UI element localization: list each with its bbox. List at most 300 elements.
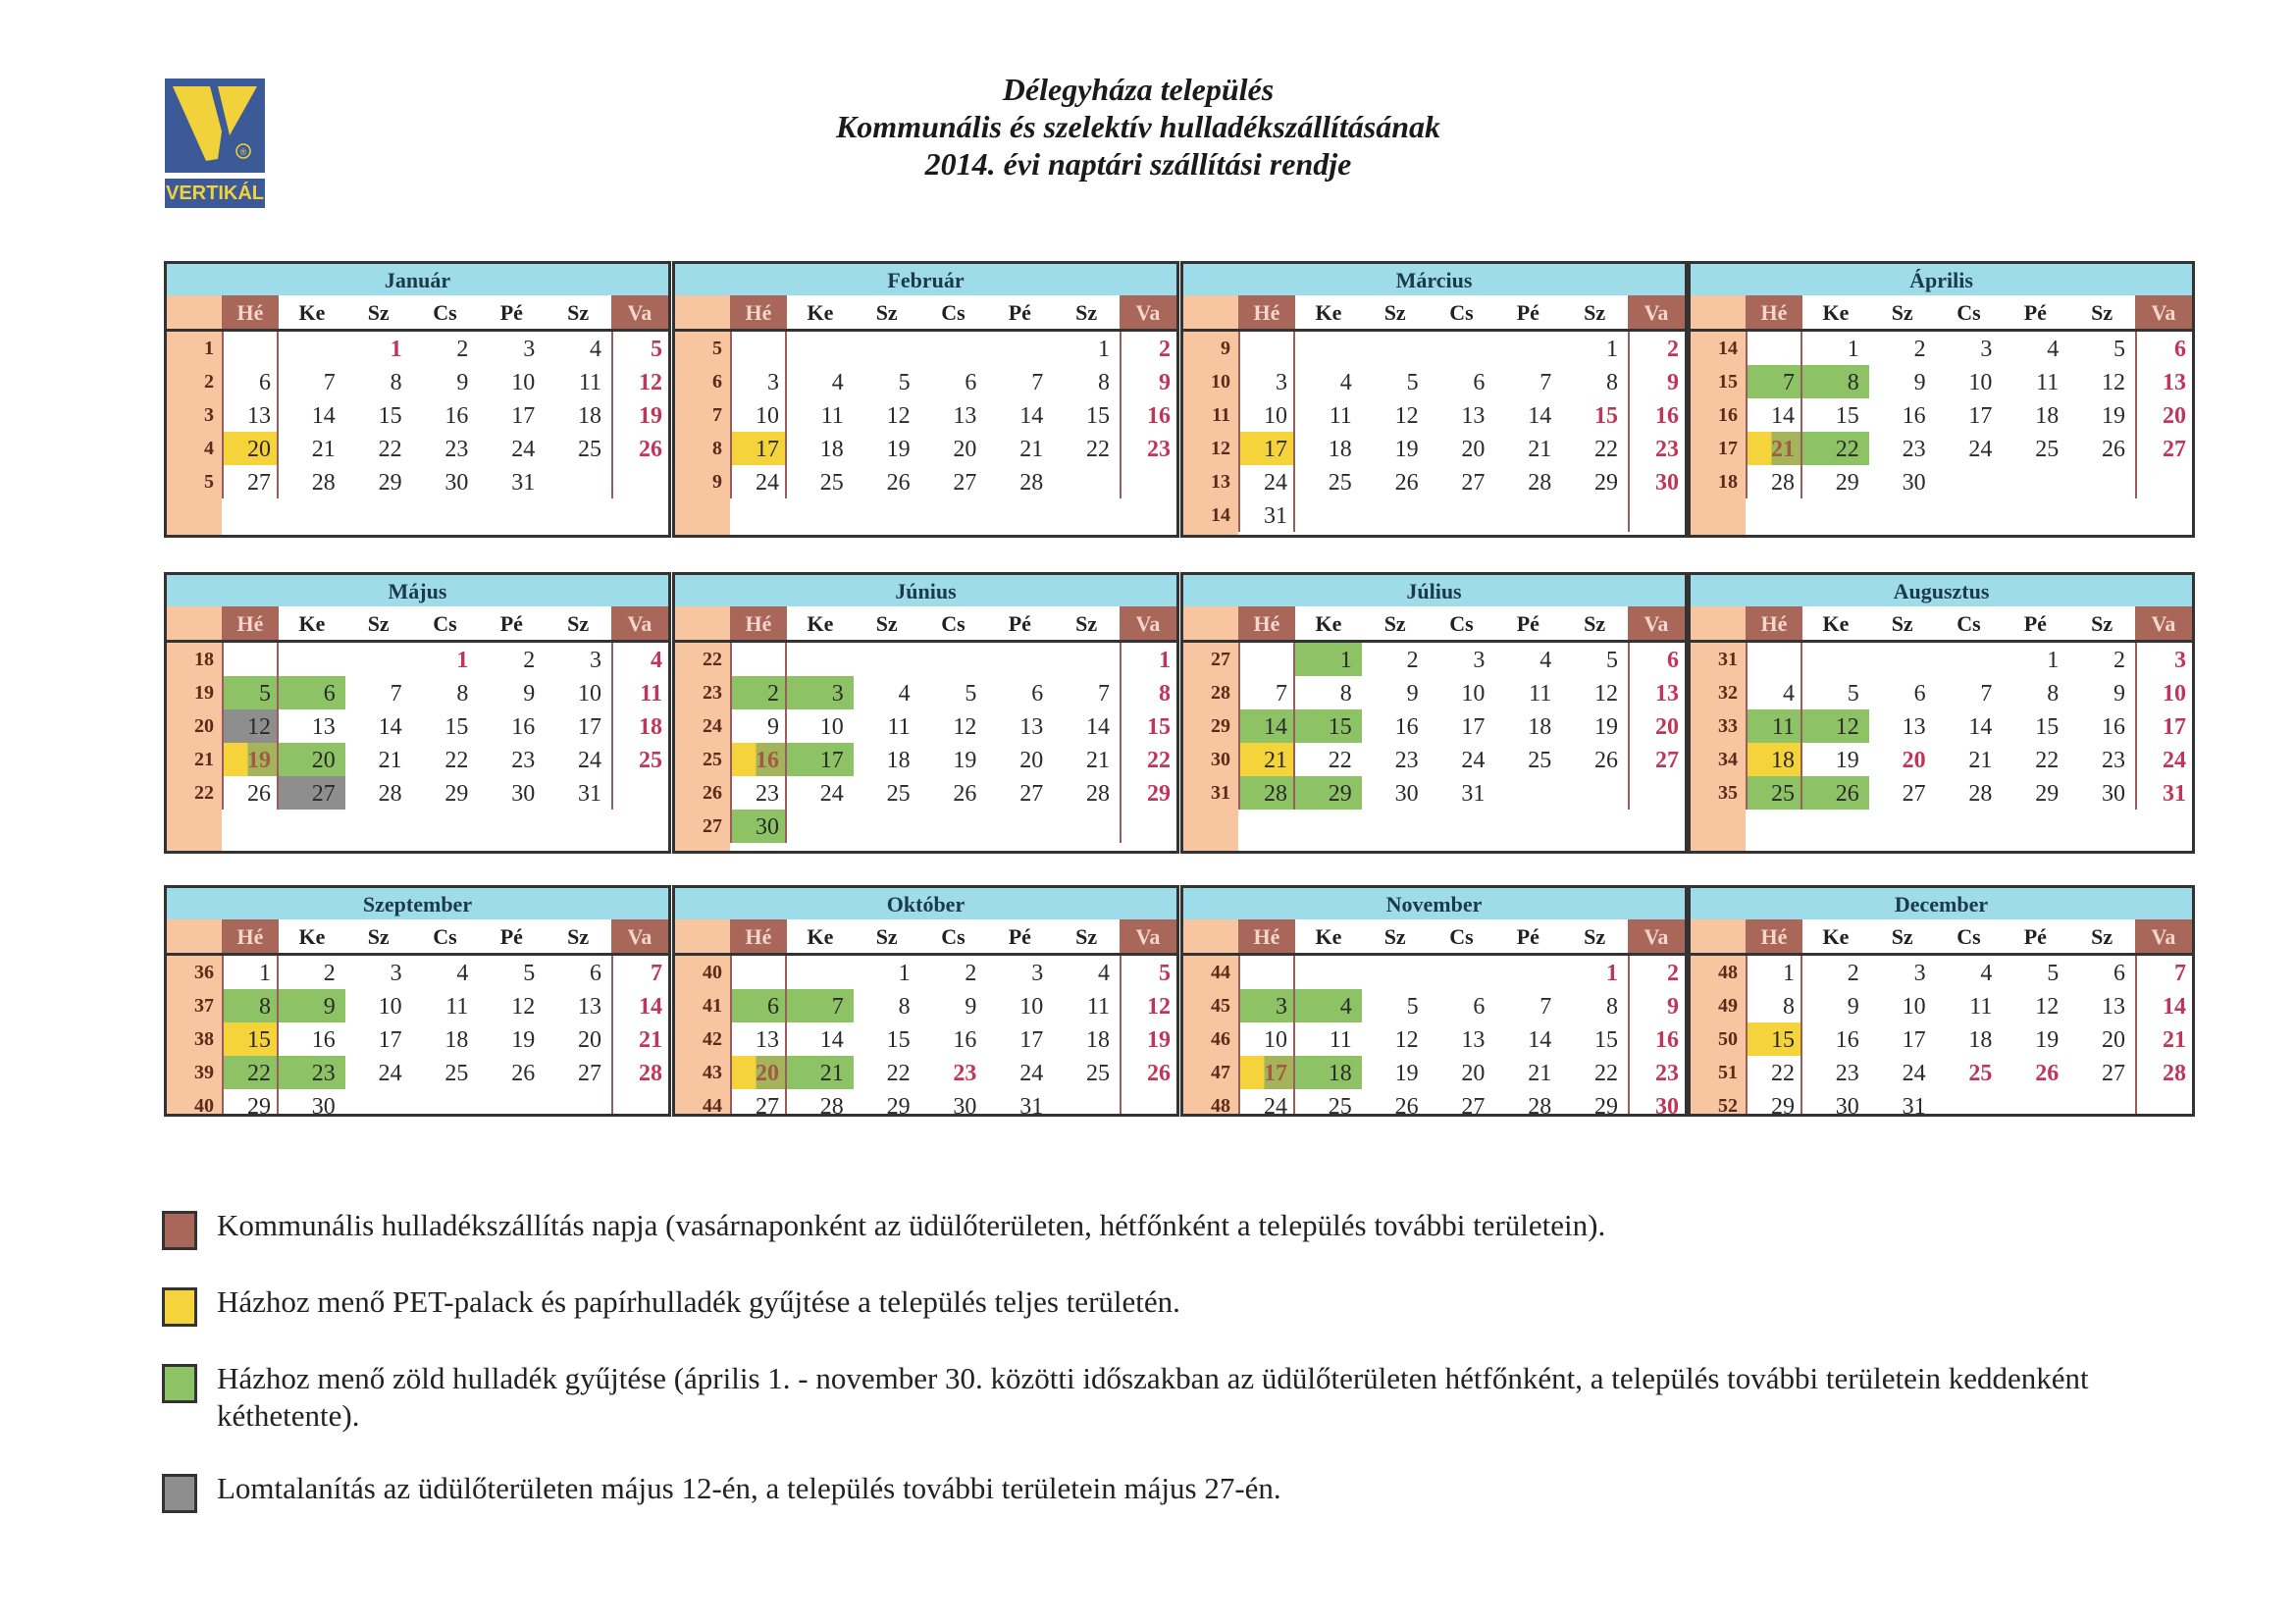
week-row bbox=[1183, 1056, 1685, 1089]
day-cell: 24 bbox=[577, 748, 601, 773]
day-cell: 12 bbox=[611, 365, 668, 398]
month-body bbox=[675, 643, 1176, 851]
day-cell: 21 bbox=[1019, 437, 1044, 462]
day-cell: 29 bbox=[886, 1094, 911, 1117]
week-number: 31 bbox=[1691, 643, 1746, 676]
week-number: 34 bbox=[1691, 743, 1746, 776]
day-cell: 24 bbox=[511, 437, 536, 462]
week-row bbox=[167, 989, 668, 1022]
day-cell: 18 bbox=[2035, 403, 2060, 429]
day-cell: 26 bbox=[2035, 1061, 2060, 1086]
day-cell: 21 bbox=[378, 748, 402, 773]
day-cell: 26 bbox=[222, 776, 279, 810]
weekday-label: Pé bbox=[1516, 924, 1539, 949]
day-cell: 20 bbox=[2101, 1027, 2125, 1053]
day-cell: 6 bbox=[222, 365, 279, 398]
empty-day-cell bbox=[986, 332, 1053, 365]
day-cell: 11 bbox=[1746, 709, 1802, 743]
week-row bbox=[1183, 432, 1685, 465]
day-cell: 7 bbox=[390, 681, 402, 707]
day-cell: 14 bbox=[1019, 403, 1044, 429]
weekday-label: Hé bbox=[1746, 295, 1802, 329]
day-cell: 9 bbox=[965, 994, 977, 1020]
month-panel bbox=[1688, 885, 2195, 1117]
day-cell: 26 bbox=[1120, 1056, 1176, 1089]
week-number: 48 bbox=[1691, 956, 1746, 989]
weekday-label: Pé bbox=[2023, 611, 2047, 636]
week-row bbox=[675, 810, 1176, 843]
week-number: 27 bbox=[675, 810, 730, 843]
day-cell: 29 bbox=[444, 781, 469, 807]
week-number: 43 bbox=[675, 1056, 730, 1089]
day-cell: 10 bbox=[1238, 398, 1295, 432]
day-cell: 5 bbox=[965, 681, 977, 707]
day-cell: 5 bbox=[2113, 337, 2125, 362]
month-panel bbox=[164, 572, 671, 854]
day-cell: 15 bbox=[1085, 403, 1110, 429]
empty-day-cell bbox=[1362, 498, 1429, 532]
week-number: 27 bbox=[1183, 643, 1238, 676]
empty-day-cell bbox=[345, 643, 412, 676]
empty-day-cell bbox=[787, 332, 854, 365]
day-cell: 11 bbox=[1969, 994, 1993, 1020]
empty-day-cell bbox=[611, 465, 668, 498]
day-cell: 16 bbox=[1120, 398, 1176, 432]
week-number: 42 bbox=[675, 1022, 730, 1056]
month-title: Június bbox=[675, 575, 1176, 606]
week-row bbox=[167, 743, 668, 776]
day-cell: 31 bbox=[1461, 781, 1486, 807]
week-number: 15 bbox=[1691, 365, 1746, 398]
day-cell: 18 bbox=[1328, 437, 1352, 462]
weekday-header bbox=[1183, 919, 1685, 956]
day-cell: 22 bbox=[378, 437, 402, 462]
day-cell: 17 bbox=[1461, 714, 1486, 740]
empty-day-cell bbox=[730, 956, 787, 989]
day-cell: 12 bbox=[2035, 994, 2060, 1020]
day-cell: 26 bbox=[953, 781, 977, 807]
page-title bbox=[589, 71, 1688, 183]
week-row bbox=[675, 332, 1176, 365]
day-cell: 15 bbox=[222, 1022, 279, 1056]
month-panel bbox=[1180, 885, 1688, 1117]
day-cell: 6 bbox=[1913, 681, 1926, 707]
weekday-label: Sz bbox=[1584, 611, 1606, 636]
day-cell: 12 bbox=[886, 403, 911, 429]
day-cell: 2 bbox=[730, 676, 787, 709]
day-cell: 15 bbox=[1120, 709, 1176, 743]
day-cell: 11 bbox=[611, 676, 668, 709]
weekday-label: Va bbox=[2135, 606, 2192, 640]
empty-day-cell bbox=[412, 1089, 479, 1117]
day-cell: 8 bbox=[390, 370, 402, 395]
day-cell: 7 bbox=[1097, 681, 1110, 707]
day-cell: 11 bbox=[1329, 403, 1352, 429]
week-row bbox=[1691, 776, 2192, 810]
day-cell: 28 bbox=[1085, 781, 1110, 807]
weekday-label: Sz bbox=[2091, 611, 2113, 636]
day-cell: 25 bbox=[577, 437, 601, 462]
day-cell: 2 bbox=[1913, 337, 1926, 362]
day-cell: 4 bbox=[2047, 337, 2060, 362]
legend-text: Házhoz menő PET-palack és papírhulladék gyűjtése a település teljes területén. bbox=[217, 1284, 1180, 1319]
day-cell: 26 bbox=[1394, 470, 1419, 496]
day-cell: 29 bbox=[1295, 776, 1362, 810]
week-row bbox=[1691, 465, 2192, 498]
weekday-label: Cs bbox=[941, 611, 965, 636]
day-cell: 25 bbox=[819, 470, 844, 496]
month-body bbox=[1183, 643, 1685, 851]
day-cell: 19 bbox=[1835, 748, 1859, 773]
week-row bbox=[1183, 465, 1685, 498]
weekday-label: Hé bbox=[222, 919, 279, 953]
week-row bbox=[167, 1089, 668, 1117]
week-number-header bbox=[1691, 606, 1746, 640]
empty-day-cell bbox=[1120, 810, 1176, 843]
day-cell: 2 bbox=[965, 961, 977, 986]
weekday-label: Cs bbox=[941, 924, 965, 949]
week-number: 11 bbox=[1183, 398, 1238, 432]
day-cell: 17 bbox=[1238, 432, 1295, 465]
legend-item-pet-paper bbox=[162, 1283, 2140, 1327]
day-cell: 20 bbox=[1902, 748, 1926, 773]
day-cell: 7 bbox=[2135, 956, 2192, 989]
day-cell: 30 bbox=[311, 1094, 336, 1117]
empty-day-cell bbox=[920, 810, 987, 843]
week-number: 49 bbox=[1691, 989, 1746, 1022]
day-cell: 22 bbox=[1120, 743, 1176, 776]
week-number-header bbox=[675, 919, 730, 953]
day-cell: 4 bbox=[611, 643, 668, 676]
week-number: 6 bbox=[675, 365, 730, 398]
weekday-label: Ke bbox=[807, 924, 834, 949]
week-number-header bbox=[167, 606, 222, 640]
day-cell: 19 bbox=[1593, 714, 1618, 740]
day-cell: 29 bbox=[378, 470, 402, 496]
weekday-label: Pé bbox=[2023, 924, 2047, 949]
day-cell: 13 bbox=[1628, 676, 1685, 709]
week-row bbox=[1183, 643, 1685, 676]
day-cell: 7 bbox=[1980, 681, 1993, 707]
week-row bbox=[1691, 398, 2192, 432]
day-cell: 13 bbox=[222, 398, 279, 432]
weekday-label: Va bbox=[611, 606, 668, 640]
empty-day-cell bbox=[222, 332, 279, 365]
month-title: Március bbox=[1183, 264, 1685, 295]
day-cell: 6 bbox=[730, 989, 787, 1022]
weekday-header bbox=[167, 606, 668, 643]
empty-day-cell bbox=[787, 956, 854, 989]
empty-day-cell bbox=[2068, 1089, 2135, 1117]
day-cell: 18 bbox=[1085, 1027, 1110, 1053]
week-number: 12 bbox=[1183, 432, 1238, 465]
week-number-header bbox=[167, 919, 222, 953]
week-number: 48 bbox=[1183, 1089, 1238, 1117]
month-title: Április bbox=[1691, 264, 2192, 295]
week-row bbox=[167, 398, 668, 432]
day-cell: 24 bbox=[1968, 437, 1993, 462]
day-cell: 14 bbox=[1746, 398, 1802, 432]
weekday-label: Sz bbox=[875, 924, 898, 949]
day-cell: 22 bbox=[1593, 437, 1618, 462]
day-cell: 4 bbox=[1980, 961, 1993, 986]
day-cell: 21 bbox=[1968, 748, 1993, 773]
week-row bbox=[675, 776, 1176, 810]
day-cell: 14 bbox=[819, 1027, 844, 1053]
week-row bbox=[1183, 989, 1685, 1022]
day-cell: 9 bbox=[1628, 365, 1685, 398]
day-cell: 18 bbox=[1968, 1027, 1993, 1053]
day-cell: 22 bbox=[444, 748, 469, 773]
day-cell: 10 bbox=[511, 370, 536, 395]
day-cell: 27 bbox=[2135, 432, 2192, 465]
day-cell: 10 bbox=[1902, 994, 1926, 1020]
day-cell: 12 bbox=[1394, 403, 1419, 429]
day-cell: 10 bbox=[819, 714, 844, 740]
day-cell: 22 bbox=[222, 1056, 279, 1089]
empty-day-cell bbox=[1295, 956, 1362, 989]
month-panel bbox=[164, 885, 671, 1117]
day-cell: 12 bbox=[1120, 989, 1176, 1022]
day-cell: 1 bbox=[1097, 337, 1110, 362]
day-cell: 7 bbox=[1746, 365, 1802, 398]
weekday-label: Sz bbox=[2091, 300, 2113, 325]
week-number: 20 bbox=[167, 709, 222, 743]
day-cell: 30 bbox=[1835, 1094, 1859, 1117]
weekday-label: Sz bbox=[1891, 611, 1913, 636]
week-row bbox=[675, 1089, 1176, 1117]
week-row bbox=[1183, 709, 1685, 743]
week-number: 9 bbox=[675, 465, 730, 498]
day-cell: 15 bbox=[1593, 403, 1618, 429]
week-number: 7 bbox=[675, 398, 730, 432]
month-body bbox=[1183, 332, 1685, 535]
empty-day-cell bbox=[1746, 643, 1802, 676]
week-number: 44 bbox=[1183, 956, 1238, 989]
weekday-label: Hé bbox=[222, 295, 279, 329]
weekday-label: Sz bbox=[1383, 924, 1406, 949]
day-cell: 28 bbox=[1528, 470, 1552, 496]
day-cell: 16 bbox=[511, 714, 536, 740]
weekday-label: Cs bbox=[433, 611, 457, 636]
day-cell: 25 bbox=[886, 781, 911, 807]
day-cell: 3 bbox=[1238, 365, 1295, 398]
weekday-label: Sz bbox=[1383, 300, 1406, 325]
weekday-label: Va bbox=[1628, 919, 1685, 953]
weekday-label: Hé bbox=[730, 919, 787, 953]
week-number: 18 bbox=[1691, 465, 1746, 498]
empty-day-cell bbox=[611, 776, 668, 810]
day-cell: 19 bbox=[611, 398, 668, 432]
day-cell: 10 bbox=[1461, 681, 1486, 707]
day-cell: 25 bbox=[444, 1061, 469, 1086]
month-panel bbox=[1180, 572, 1688, 854]
week-number: 37 bbox=[167, 989, 222, 1022]
day-cell: 5 bbox=[611, 332, 668, 365]
week-number: 33 bbox=[1691, 709, 1746, 743]
week-row bbox=[167, 365, 668, 398]
week-number: 32 bbox=[1691, 676, 1746, 709]
day-cell: 19 bbox=[511, 1027, 536, 1053]
day-cell: 11 bbox=[820, 403, 844, 429]
weekday-header bbox=[1691, 295, 2192, 332]
weekday-label: Sz bbox=[367, 924, 390, 949]
week-number: 28 bbox=[1183, 676, 1238, 709]
empty-day-cell bbox=[1494, 956, 1561, 989]
day-cell: 3 bbox=[523, 337, 536, 362]
day-cell: 3 bbox=[730, 365, 787, 398]
day-cell: 7 bbox=[1031, 370, 1044, 395]
week-number: 39 bbox=[167, 1056, 222, 1089]
week-number-header bbox=[1183, 919, 1238, 953]
day-cell: 21 bbox=[1528, 1061, 1552, 1086]
day-cell: 20 bbox=[2135, 398, 2192, 432]
weekday-label: Cs bbox=[1449, 300, 1474, 325]
week-number: 31 bbox=[1183, 776, 1238, 810]
day-cell: 16 bbox=[1628, 398, 1685, 432]
day-cell: 10 bbox=[577, 681, 601, 707]
week-number: 44 bbox=[675, 1089, 730, 1117]
month-panel bbox=[1688, 572, 2195, 854]
day-cell: 21 bbox=[611, 1022, 668, 1056]
day-cell: 29 bbox=[1746, 1089, 1802, 1117]
day-cell: 31 bbox=[2135, 776, 2192, 810]
day-cell: 5 bbox=[1847, 681, 1859, 707]
day-cell: 23 bbox=[1120, 432, 1176, 465]
day-cell: 15 bbox=[1835, 403, 1859, 429]
day-cell: 6 bbox=[589, 961, 601, 986]
empty-day-cell bbox=[1120, 465, 1176, 498]
weekday-label: Va bbox=[611, 919, 668, 953]
week-number: 36 bbox=[167, 956, 222, 989]
empty-day-cell bbox=[2002, 1089, 2068, 1117]
day-cell: 30 bbox=[2101, 781, 2125, 807]
day-cell: 14 bbox=[2135, 989, 2192, 1022]
week-number-header bbox=[1183, 295, 1238, 329]
day-cell: 26 bbox=[2101, 437, 2125, 462]
day-cell: 2 bbox=[1847, 961, 1859, 986]
day-cell: 28 bbox=[1528, 1094, 1552, 1117]
week-row bbox=[167, 1056, 668, 1089]
weekday-label: Hé bbox=[1746, 919, 1802, 953]
day-cell: 22 bbox=[2035, 748, 2060, 773]
day-cell: 24 bbox=[1902, 1061, 1926, 1086]
day-cell: 28 bbox=[311, 470, 336, 496]
week-row bbox=[167, 676, 668, 709]
day-cell: 13 bbox=[2135, 365, 2192, 398]
day-cell: 16 bbox=[311, 1027, 336, 1053]
empty-day-cell bbox=[1053, 1089, 1120, 1117]
day-cell: 6 bbox=[1031, 681, 1044, 707]
day-cell: 25 bbox=[1328, 470, 1352, 496]
month-title: December bbox=[1691, 888, 2192, 919]
week-number: 14 bbox=[1183, 498, 1238, 532]
week-row bbox=[675, 956, 1176, 989]
weekday-label: Cs bbox=[1449, 611, 1474, 636]
week-row bbox=[1183, 956, 1685, 989]
day-cell: 1 bbox=[1605, 337, 1618, 362]
week-row bbox=[1183, 1022, 1685, 1056]
day-cell: 1 bbox=[1746, 956, 1802, 989]
day-cell: 8 bbox=[1746, 989, 1802, 1022]
day-cell: 18 bbox=[444, 1027, 469, 1053]
weekday-label: Sz bbox=[1584, 924, 1606, 949]
day-cell: 11 bbox=[1529, 681, 1552, 707]
day-cell: 15 bbox=[378, 403, 402, 429]
week-row bbox=[167, 709, 668, 743]
day-cell: 7 bbox=[611, 956, 668, 989]
day-cell: 29 bbox=[1593, 1094, 1618, 1117]
week-number-header bbox=[675, 295, 730, 329]
day-cell: 20 bbox=[1019, 748, 1044, 773]
day-cell: 17 bbox=[577, 714, 601, 740]
day-cell: 30 bbox=[953, 1094, 977, 1117]
day-cell: 20 bbox=[577, 1027, 601, 1053]
weekday-label: Sz bbox=[1075, 300, 1098, 325]
day-cell: 2 bbox=[1406, 648, 1419, 673]
day-cell: 17 bbox=[1019, 1027, 1044, 1053]
day-cell: 8 bbox=[1097, 370, 1110, 395]
day-cell: 14 bbox=[611, 989, 668, 1022]
day-cell: 15 bbox=[2035, 714, 2060, 740]
week-number: 21 bbox=[167, 743, 222, 776]
weekday-label: Sz bbox=[1383, 611, 1406, 636]
day-cell: 9 bbox=[456, 370, 469, 395]
day-cell: 8 bbox=[2047, 681, 2060, 707]
day-cell: 4 bbox=[898, 681, 911, 707]
weekday-label: Pé bbox=[1008, 924, 1031, 949]
weekday-header bbox=[167, 295, 668, 332]
day-cell: 17 bbox=[511, 403, 536, 429]
day-cell: 4 bbox=[1295, 989, 1362, 1022]
day-cell: 16 bbox=[1902, 403, 1926, 429]
week-row bbox=[1691, 1089, 2192, 1117]
week-row bbox=[1183, 776, 1685, 810]
day-cell: 17 bbox=[787, 743, 854, 776]
weekday-label: Pé bbox=[1008, 611, 1031, 636]
day-cell: 14 bbox=[1085, 714, 1110, 740]
day-cell: 20 bbox=[1461, 437, 1486, 462]
week-number: 47 bbox=[1183, 1056, 1238, 1089]
day-cell: 1 bbox=[390, 337, 402, 362]
month-title: Február bbox=[675, 264, 1176, 295]
day-cell: 4 bbox=[456, 961, 469, 986]
day-cell: 10 bbox=[2135, 676, 2192, 709]
day-cell: 1 bbox=[456, 648, 469, 673]
day-cell: 1 bbox=[898, 961, 911, 986]
day-cell: 13 bbox=[730, 1022, 787, 1056]
weekday-label: Hé bbox=[222, 606, 279, 640]
day-cell: 5 bbox=[1406, 370, 1419, 395]
empty-day-cell bbox=[2068, 465, 2135, 498]
day-cell: 12 bbox=[511, 994, 536, 1020]
day-cell: 28 bbox=[378, 781, 402, 807]
weekday-label: Hé bbox=[1238, 295, 1295, 329]
week-number: 8 bbox=[675, 432, 730, 465]
day-cell: 6 bbox=[1473, 370, 1486, 395]
empty-day-cell bbox=[1628, 776, 1685, 810]
day-cell: 12 bbox=[222, 709, 279, 743]
month-title: Október bbox=[675, 888, 1176, 919]
day-cell: 27 bbox=[1461, 1094, 1486, 1117]
week-row bbox=[1183, 1089, 1685, 1117]
week-row bbox=[167, 432, 668, 465]
weekday-header bbox=[1691, 606, 2192, 643]
weekday-label: Ke bbox=[1315, 611, 1342, 636]
empty-day-cell bbox=[2135, 465, 2192, 498]
day-cell: 19 bbox=[222, 743, 279, 776]
weekday-label: Sz bbox=[367, 300, 390, 325]
